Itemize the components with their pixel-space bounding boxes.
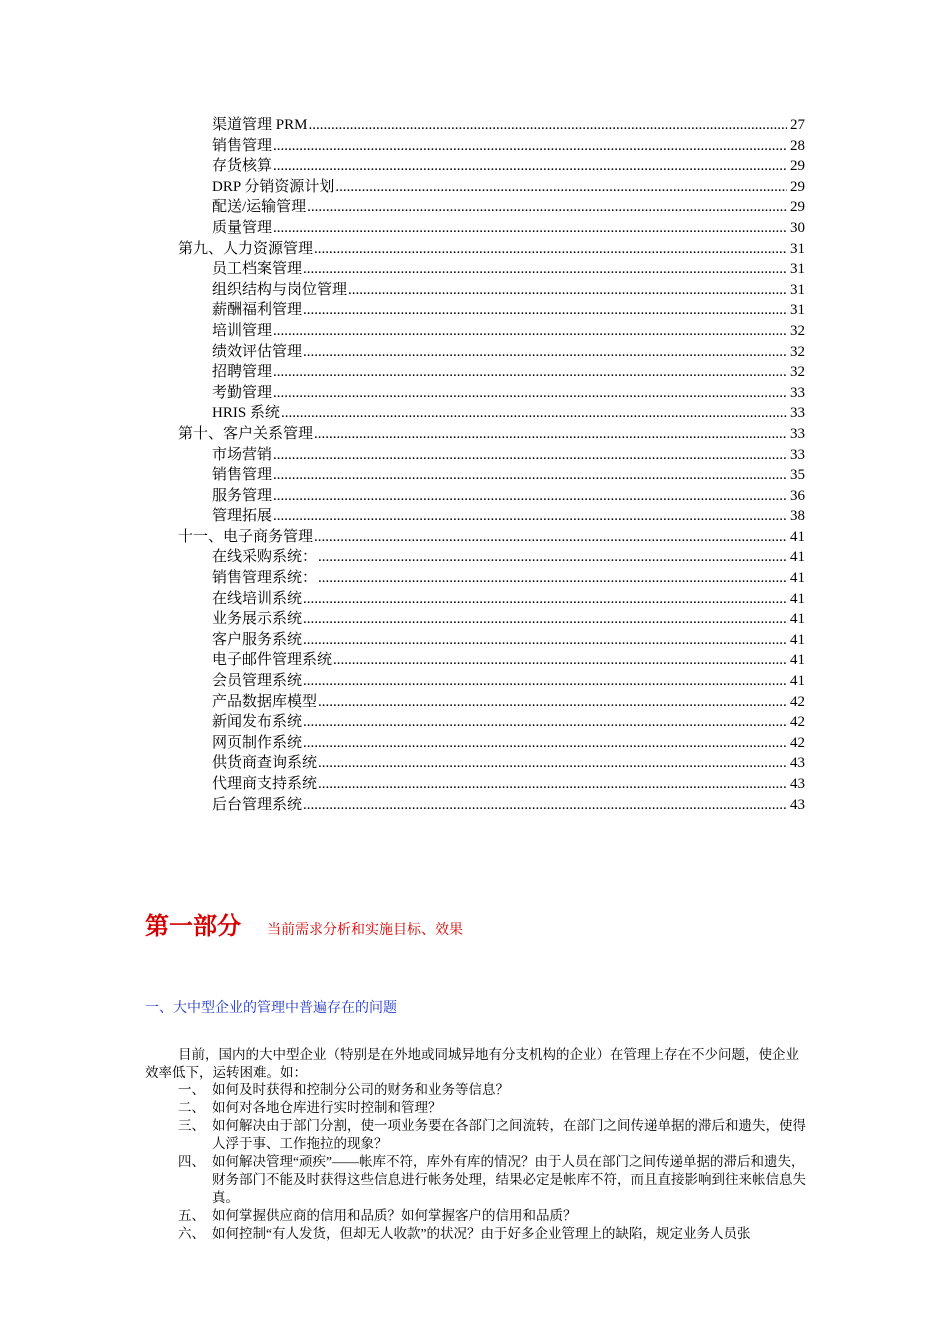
toc-entry[interactable] xyxy=(0,589,950,610)
toc-entry-page: 41 xyxy=(789,609,805,630)
toc-entry-label: 新闻发布系统 xyxy=(212,714,303,731)
toc-entry-page: 31 xyxy=(789,280,805,301)
toc-leader-dots xyxy=(303,795,787,816)
toc-entry[interactable] xyxy=(0,774,950,795)
toc-entry-page: 35 xyxy=(789,465,805,486)
toc-leader-dots xyxy=(333,650,787,671)
toc-entry-page: 33 xyxy=(789,445,805,466)
toc-leader-dots xyxy=(318,753,787,774)
question-text: 如何解决管理“顽疾”——帐库不符，库外有库的情况？由于人员在部门之间传递单据的滞后和遗失，财务部门不能及时获得这些信息进行帐务处理，结果必定是帐库不符，而且直接影响到往来帐信息失真。 xyxy=(212,1154,806,1205)
part-title: 第一部分 xyxy=(145,912,241,940)
toc-leader-dots xyxy=(348,280,787,301)
toc-entry[interactable] xyxy=(0,280,950,301)
toc-entry-label: 质量管理 xyxy=(212,219,273,236)
toc-leader-dots xyxy=(303,630,787,651)
toc-entry[interactable] xyxy=(0,362,950,383)
toc-entry[interactable] xyxy=(0,486,950,507)
question-number: 五、 xyxy=(178,1208,205,1223)
toc-entry[interactable] xyxy=(0,506,950,527)
toc-entry-label: 销售管理 xyxy=(212,467,273,484)
toc-entry[interactable] xyxy=(0,650,950,671)
toc-entry[interactable] xyxy=(0,712,950,733)
toc-leader-dots xyxy=(318,547,787,568)
toc-entry[interactable] xyxy=(0,609,950,630)
toc-leader-dots xyxy=(303,300,787,321)
toc-entry-label: 电子邮件管理系统 xyxy=(212,652,333,669)
toc-entry-label: 绩效评估管理 xyxy=(212,343,303,360)
toc-entry-page: 41 xyxy=(789,568,805,589)
toc-entry[interactable] xyxy=(0,445,950,466)
toc-entry-page: 41 xyxy=(789,547,805,568)
toc-leader-dots xyxy=(273,506,787,527)
toc-entry-label: 会员管理系统 xyxy=(212,673,303,690)
toc-entry-label: 在线采购系统： xyxy=(212,549,318,566)
toc-entry-page: 31 xyxy=(789,239,805,260)
toc-entry-page: 29 xyxy=(789,156,805,177)
toc-leader-dots xyxy=(314,424,787,445)
toc-entry[interactable] xyxy=(0,568,950,589)
toc-entry-label: 招聘管理 xyxy=(212,364,273,381)
toc-leader-dots xyxy=(318,774,787,795)
question-text: 如何掌握供应商的信用和品质？如何掌握客户的信用和品质？ xyxy=(212,1208,577,1223)
toc-leader-dots xyxy=(335,177,787,198)
toc-leader-dots xyxy=(303,342,787,363)
toc-entry[interactable] xyxy=(0,527,950,548)
toc-entry-page: 42 xyxy=(789,692,805,713)
toc-entry-label: 市场营销 xyxy=(212,446,273,463)
toc-entry-page: 32 xyxy=(789,342,805,363)
intro-paragraph: 目前，国内的大中型企业（特别是在外地或同城异地有分支机构的企业）在管理上存在不少问题，使企业效率低下，运转困难。如： xyxy=(145,1047,799,1080)
toc-entry[interactable] xyxy=(0,795,950,816)
toc-entry-page: 41 xyxy=(789,589,805,610)
toc-entry-label: 存货核算 xyxy=(212,158,273,175)
question-list xyxy=(0,1081,950,1243)
question-text: 如何及时获得和控制分公司的财务和业务等信息？ xyxy=(212,1082,509,1097)
toc-entry-label: 十一、电子商务管理 xyxy=(178,528,314,545)
toc-entry[interactable] xyxy=(0,300,950,321)
toc-entry-label: 网页制作系统 xyxy=(212,734,303,751)
toc-leader-dots xyxy=(314,527,787,548)
toc-entry-page: 42 xyxy=(789,712,805,733)
toc-entry-page: 43 xyxy=(789,795,805,816)
toc-leader-dots xyxy=(281,403,787,424)
toc-leader-dots xyxy=(318,692,787,713)
toc-entry-label: 业务展示系统 xyxy=(212,611,303,628)
question-text: 如何对各地仓库进行实时控制和管理？ xyxy=(212,1100,442,1115)
toc-entry[interactable] xyxy=(0,177,950,198)
toc-leader-dots xyxy=(318,568,787,589)
toc-leader-dots xyxy=(314,239,787,260)
toc-entry-label: 销售管理 xyxy=(212,137,273,154)
toc-leader-dots xyxy=(303,671,787,692)
toc-entry-label: DRP 分销资源计划 xyxy=(212,178,335,195)
toc-entry-page: 27 xyxy=(789,115,805,136)
section-heading: 一、大中型企业的管理中普遍存在的问题 xyxy=(145,1001,397,1016)
toc-entry-label: 管理拓展 xyxy=(212,508,273,525)
toc-entry-label: 供货商查询系统 xyxy=(212,755,318,772)
question-item xyxy=(0,1117,807,1153)
toc-entry-page: 41 xyxy=(789,671,805,692)
toc-leader-dots xyxy=(273,218,787,239)
toc-leader-dots xyxy=(303,589,787,610)
table-of-contents xyxy=(0,115,950,815)
toc-entry-label: 第十、客户关系管理 xyxy=(178,425,314,442)
toc-entry-label: 代理商支持系统 xyxy=(212,776,318,792)
toc-entry-page: 29 xyxy=(789,177,805,198)
toc-entry-page: 43 xyxy=(789,753,805,774)
question-text: 如何控制“有人发货，但却无人收款”的状况？由于好多企业管理上的缺陷，规定业务人员张 xyxy=(212,1226,751,1241)
toc-entry-label: 客户服务系统 xyxy=(212,631,303,648)
toc-entry[interactable] xyxy=(0,733,950,754)
toc-entry-label: 产品数据库模型 xyxy=(212,693,318,710)
toc-entry-page: 38 xyxy=(789,506,805,527)
toc-entry-page: 33 xyxy=(789,383,805,404)
toc-entry-label: 薪酬福利管理 xyxy=(212,302,303,319)
toc-entry-label: 渠道管理 PRM xyxy=(212,117,308,133)
toc-entry[interactable] xyxy=(0,671,950,692)
toc-entry[interactable] xyxy=(0,692,950,713)
question-text: 如何解决由于部门分割，使一项业务要在各部门之间流转，在部门之间传递单据的滞后和遗失，使得人浮于事、工作拖拉的现象？ xyxy=(212,1118,806,1151)
toc-leader-dots xyxy=(307,197,787,218)
toc-leader-dots xyxy=(308,115,787,136)
toc-entry[interactable] xyxy=(0,321,950,342)
question-item xyxy=(0,1099,807,1117)
toc-entry-page: 41 xyxy=(789,527,805,548)
toc-entry[interactable] xyxy=(0,630,950,651)
toc-leader-dots xyxy=(273,486,787,507)
toc-entry-page: 42 xyxy=(789,733,805,754)
question-item xyxy=(0,1207,807,1225)
toc-entry[interactable] xyxy=(0,465,950,486)
toc-entry-page: 29 xyxy=(789,197,805,218)
toc-entry-label: 在线培训系统 xyxy=(212,590,303,607)
toc-entry-page: 36 xyxy=(789,486,805,507)
toc-entry-page: 41 xyxy=(789,630,805,651)
question-number: 一、 xyxy=(178,1082,205,1097)
toc-entry[interactable] xyxy=(0,424,950,445)
toc-leader-dots xyxy=(273,156,787,177)
question-number: 二、 xyxy=(178,1100,205,1115)
toc-entry[interactable] xyxy=(0,547,950,568)
toc-entry-page: 41 xyxy=(789,650,805,671)
toc-entry-page: 32 xyxy=(789,362,805,383)
toc-entry[interactable] xyxy=(0,239,950,260)
toc-entry[interactable] xyxy=(0,403,950,424)
toc-entry-label: 配送/运输管理 xyxy=(212,199,307,216)
toc-entry[interactable] xyxy=(0,383,950,404)
question-number: 六、 xyxy=(178,1226,205,1241)
part-subtitle: 当前需求分析和实施目标、效果 xyxy=(267,923,463,938)
toc-entry[interactable] xyxy=(0,115,950,136)
toc-leader-dots xyxy=(273,445,787,466)
toc-entry[interactable] xyxy=(0,197,950,218)
toc-leader-dots xyxy=(273,465,787,486)
toc-entry-page: 33 xyxy=(789,403,805,424)
toc-entry-page: 28 xyxy=(789,136,805,157)
toc-entry[interactable] xyxy=(0,136,950,157)
toc-leader-dots xyxy=(303,609,787,630)
question-item xyxy=(0,1153,807,1207)
toc-entry-label: HRIS 系统 xyxy=(212,405,280,422)
toc-entry[interactable] xyxy=(0,342,950,363)
toc-entry-page: 43 xyxy=(789,774,805,795)
toc-entry[interactable] xyxy=(0,156,950,177)
toc-entry-label: 组织结构与岗位管理 xyxy=(212,281,348,298)
toc-leader-dots xyxy=(303,733,787,754)
toc-leader-dots xyxy=(303,712,787,733)
toc-entry[interactable] xyxy=(0,753,950,774)
toc-entry[interactable] xyxy=(0,218,950,239)
toc-entry[interactable] xyxy=(0,259,950,280)
toc-entry-page: 30 xyxy=(789,218,805,239)
toc-entry-page: 33 xyxy=(789,424,805,445)
toc-entry-label: 考勤管理 xyxy=(212,384,273,401)
toc-entry-label: 后台管理系统 xyxy=(212,796,303,813)
question-item xyxy=(0,1081,807,1099)
part-header xyxy=(145,906,463,941)
toc-entry-label: 员工档案管理 xyxy=(212,261,303,278)
toc-leader-dots xyxy=(303,259,787,280)
question-number: 四、 xyxy=(178,1154,205,1169)
toc-entry-label: 培训管理 xyxy=(212,322,273,339)
toc-leader-dots xyxy=(273,321,787,342)
toc-entry-page: 31 xyxy=(789,300,805,321)
toc-leader-dots xyxy=(273,362,787,383)
toc-entry-label: 服务管理 xyxy=(212,487,273,504)
toc-leader-dots xyxy=(273,383,787,404)
toc-entry-label: 第九、人力资源管理 xyxy=(178,240,314,257)
toc-leader-dots xyxy=(273,136,787,157)
toc-entry-page: 31 xyxy=(789,259,805,280)
toc-entry-page: 32 xyxy=(789,321,805,342)
question-number: 三、 xyxy=(178,1118,205,1133)
question-item xyxy=(0,1225,807,1243)
toc-entry-label: 销售管理系统： xyxy=(212,570,318,587)
